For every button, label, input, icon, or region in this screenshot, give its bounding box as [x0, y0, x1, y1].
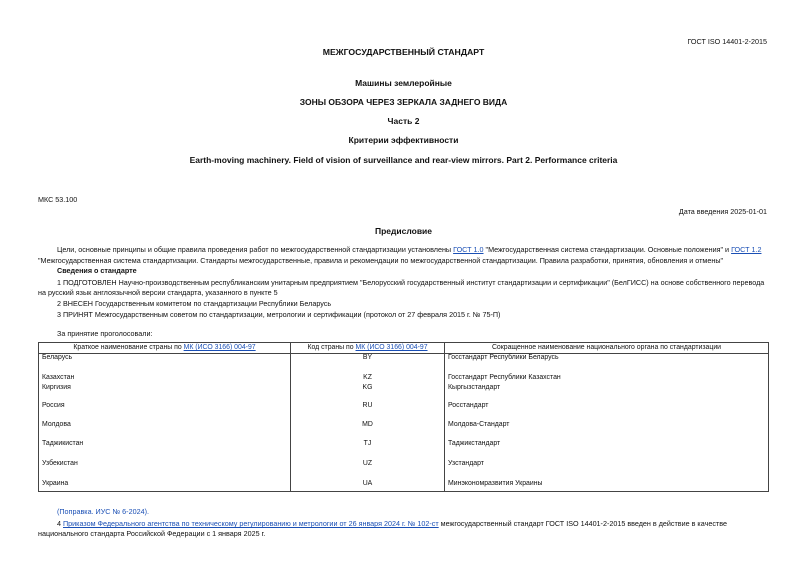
code-cell: UA — [291, 480, 445, 492]
col-country-header — [39, 343, 291, 354]
country-cell: Россия — [39, 402, 291, 421]
country-cell: Молдова — [39, 421, 291, 440]
table-row — [39, 460, 769, 480]
body-cell: Минэкономразвития Украины — [445, 480, 769, 492]
code-cell: MD — [291, 421, 445, 440]
mks-code: МКС 53.100 — [38, 195, 78, 204]
country-cell: Таджикистан — [39, 440, 291, 460]
subtitle: Критерии эффективности — [348, 135, 459, 145]
table-header-row — [39, 343, 769, 354]
body-cell: Кыргызстандарт — [445, 384, 769, 402]
item2: 2 ВНЕСЕН Государственным комитетом по стандартизации Республики Беларусь — [57, 299, 332, 308]
p1-text-a: Цели, основные принципы и общие правила проведения работ по межгосударственной стандартизации установлены — [57, 245, 454, 254]
item4-line2: национального стандарта Российской Федерации с 1 января 2025 г. — [38, 529, 266, 538]
country-cell: Беларусь — [39, 354, 291, 374]
item1-line1: 1 ПОДГОТОВЛЕН Научно-производственным республиканским унитарным предприятием "Белорусский государственный институт стандартизации и сертификации" (БелГИСС) на основе собственного перевода — [57, 278, 765, 287]
col1-prefix: Краткое наименование страны по — [73, 344, 184, 351]
country-cell: Украина — [39, 480, 291, 492]
item4-line1 — [57, 519, 727, 528]
body-cell: Госстандарт Республики Казахстан — [445, 374, 769, 384]
title-line2: ЗОНЫ ОБЗОРА ЧЕРЕЗ ЗЕРКАЛА ЗАДНЕГО ВИДА — [299, 97, 508, 107]
country-cell: Киргизия — [39, 384, 291, 402]
item4-prefix: 4 — [57, 519, 63, 528]
code-cell: KG — [291, 384, 445, 402]
item4-rest: межгосударственный стандарт ГОСТ ISO 14401-2-2015 введен в действие в качестве — [438, 519, 727, 528]
table-row — [39, 440, 769, 460]
amendment-note[interactable]: (Поправка. ИУС № 6-2024). — [57, 507, 149, 516]
part-label: Часть 2 — [387, 116, 420, 126]
item1-line2: на русский язык англоязычной версии стандарта, указанного в пункте 5 — [38, 288, 278, 297]
table-row — [39, 384, 769, 402]
english-title: Earth-moving machinery. Field of vision of surveillance and rear-view mirrors. Part 2. Performance criteria — [189, 155, 618, 165]
voted-label: За принятие проголосовали: — [57, 329, 153, 338]
mk-iso-link[interactable]: МК (ИСО 3166) 004-97 — [183, 344, 256, 351]
code-cell: BY — [291, 354, 445, 374]
table-row — [39, 480, 769, 492]
col-body-header: Сокращенное наименование национального органа по стандартизации — [445, 343, 769, 354]
title-line1: Машины землеройные — [355, 78, 452, 88]
body-cell: Росстандарт — [445, 402, 769, 421]
table-row — [39, 354, 769, 374]
info-heading: Сведения о стандарте — [57, 266, 137, 275]
mk-iso-link[interactable]: МК (ИСО 3166) 004-97 — [355, 344, 428, 351]
gost-1-2-link[interactable]: ГОСТ 1.2 — [731, 245, 762, 254]
order-link[interactable]: Приказом Федерального агентства по техническому регулированию и метрологии от 26 января 2024 г. № 102-ст — [63, 519, 439, 528]
foreword-paragraph1-line2: "Межгосударственная система стандартизации. Стандарты межгосударственные, правила и рекомендации по межгосударственной стандартизации. Правила разработки, принятия, обновления и отмены" — [38, 256, 724, 265]
country-cell: Узбекистан — [39, 460, 291, 480]
body-cell: Узстандарт — [445, 460, 769, 480]
table-row — [39, 374, 769, 384]
table-row — [39, 421, 769, 440]
body-cell: Молдова-Стандарт — [445, 421, 769, 440]
item3: 3 ПРИНЯТ Межгосударственным советом по стандартизации, метрологии и сертификации (протокол от 27 февраля 2015 г. № 75-П) — [57, 310, 501, 319]
body-cell: Таджикстандарт — [445, 440, 769, 460]
standard-type: МЕЖГОСУДАРСТВЕННЫЙ СТАНДАРТ — [322, 47, 485, 57]
code-cell: UZ — [291, 460, 445, 480]
foreword-paragraph1 — [57, 245, 761, 254]
code-cell: TJ — [291, 440, 445, 460]
foreword-heading: Предисловие — [374, 226, 433, 236]
intro-date: Дата введения 2025-01-01 — [678, 207, 767, 216]
col-code-header — [291, 343, 445, 354]
body-cell: Госстандарт Республики Беларусь — [445, 354, 769, 374]
p1-text-b: "Межгосударственная система стандартизации. Основные положения" и — [483, 245, 732, 254]
code-cell: RU — [291, 402, 445, 421]
code-cell: KZ — [291, 374, 445, 384]
col2-prefix: Код страны по — [307, 344, 356, 351]
gost-1-0-link[interactable]: ГОСТ 1.0 — [453, 245, 484, 254]
table-row — [39, 402, 769, 421]
gost-number: ГОСТ ISO 14401-2-2015 — [687, 37, 767, 46]
country-cell: Казахстан — [39, 374, 291, 384]
countries-table — [38, 342, 769, 492]
